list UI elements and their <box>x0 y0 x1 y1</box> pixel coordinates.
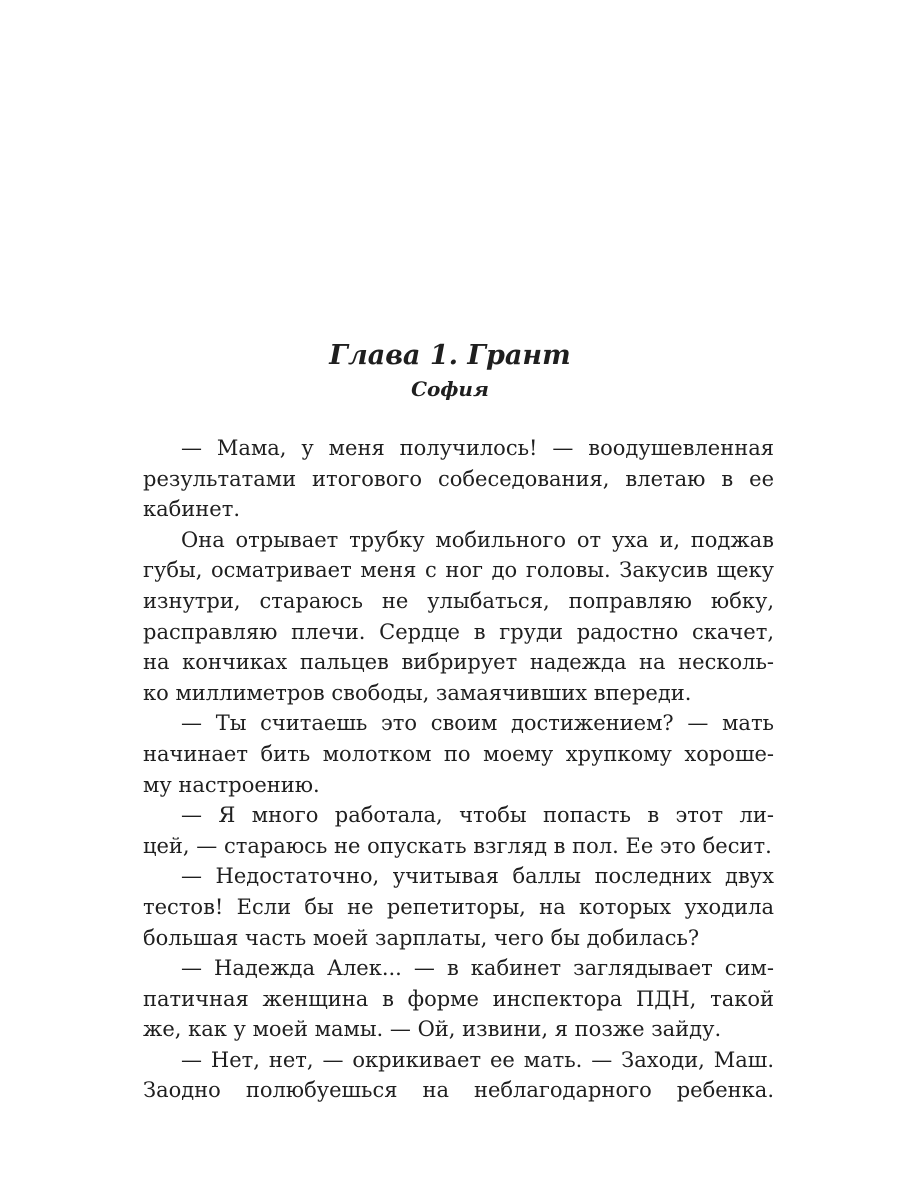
chapter-title: Глава 1. Грант <box>329 340 571 371</box>
text-line: — Недостаточно, учитывая баллы последних двух <box>181 864 774 889</box>
text-line: на кончиках пальцев вибрирует надежда на несколь- <box>143 650 774 675</box>
text-line: Она отрывает трубку мобильного от уха и, поджав <box>181 527 774 552</box>
body-text <box>143 433 774 1106</box>
text-line: начинает бить молотком по моему хрупкому хороше- <box>143 741 774 766</box>
text-line: тестов! Если бы не репетиторы, на которых уходила <box>143 894 774 919</box>
text-line: большая часть моей зарплаты, чего бы добилась? <box>143 925 700 950</box>
text-line: же, как у моей мамы. — Ой, извини, я позже зайду. <box>143 1017 722 1042</box>
text-line: — Нет, нет, — окрикивает ее мать. — Заходи, Маш. <box>181 1047 774 1072</box>
text-line: — Надежда Алек... — в кабинет заглядывает сим- <box>181 956 774 981</box>
text-line: изнутри, стараюсь не улыбаться, поправляю юбку, <box>143 588 774 613</box>
text-line: — Я много работала, чтобы попасть в этот ли- <box>181 803 774 828</box>
text-line: губы, осматривает меня с ног до головы. Закусив щеку <box>143 558 774 583</box>
text-line: кабинет. <box>143 497 241 522</box>
text-line: результатами итогового собеседования, влетаю в ее <box>143 466 774 491</box>
text-line: расправляю плечи. Сердце в груди радостно скачет, <box>143 619 774 644</box>
text-line: ко миллиметров свободы, замаячивших впереди. <box>143 680 692 705</box>
text-line: цей, — стараюсь не опускать взгляд в пол. Ее это бесит. <box>143 833 772 858</box>
text-line: Заодно полюбуешься на неблагодарного ребенка. <box>143 1078 774 1103</box>
text-line: — Ты считаешь это своим достижением? — мать <box>181 711 774 736</box>
text-line: патичная женщина в форме инспектора ПДН, такой <box>143 986 774 1011</box>
text-line: — Мама, у меня получилось! — воодушевленная <box>181 436 774 460</box>
text-line: му настроению. <box>143 772 320 797</box>
chapter-subtitle: София <box>411 377 489 401</box>
